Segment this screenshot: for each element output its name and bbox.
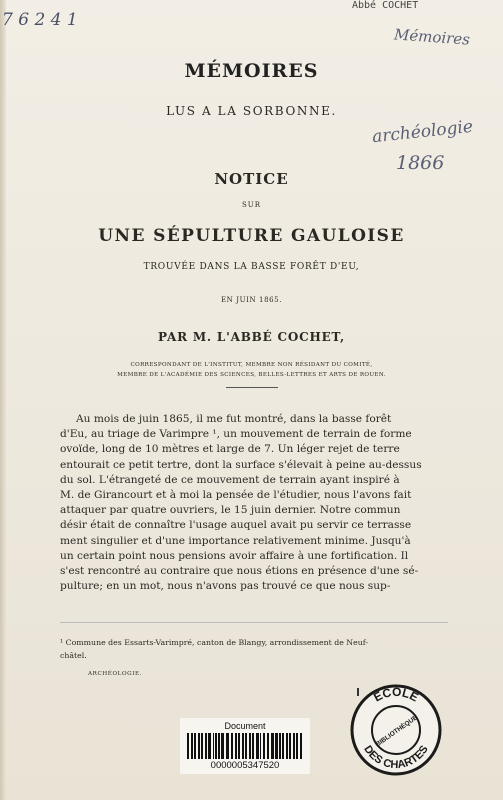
barcode-bar [279,733,281,759]
handwritten-year: 1866 [396,152,445,174]
barcode-bar [300,733,302,759]
barcode-bar [293,733,295,759]
barcode-bar [187,733,189,759]
barcode-bar [218,733,220,759]
barcode-bar [252,733,254,759]
barcode-bar [267,733,269,759]
barcode-label [180,718,310,774]
page-subtitle: LUS A LA SORBONNE. [166,104,337,118]
barcode-bar [201,733,203,759]
barcode-bar [242,733,244,759]
barcode-bar [289,733,291,759]
credential-line: CORRESPONDANT DE L'INSTITUT, MEMBRE NON RÉSIDANT DU COMITÉ, [130,362,373,368]
notice-heading: NOTICE [214,170,289,188]
body-line: ment singulier et d'une importance relativement minime. Jusqu'à [60,534,411,547]
stamp-center-text: BIBLIOTHÈQUE [374,714,419,749]
body-line: M. de Girancourt et à moi la pensée de l'étudier, nous l'avons fait [60,489,412,502]
barcode-bar [231,733,233,759]
barcode-bar [198,733,200,759]
page-title: MÉMOIRES [184,60,319,82]
body-line: ovoïde, long de 10 mètres et large de 7. Un léger rejet de terre [60,443,400,456]
author-credentials [0,360,503,380]
barcode-bar [191,733,193,759]
body-line: Au mois de juin 1865, il me fut montré, dans la basse forêt [76,413,392,425]
barcode-bar [286,733,288,759]
main-title: UNE SÉPULTURE GAULOISE [98,226,405,246]
barcode-bar [282,733,284,759]
separator-rule [226,387,278,388]
body-line: attaquer par quatre ouvriers, le 15 juin dernier. Notre commun [60,504,401,517]
handwritten-author-note: Abbé COCHET [352,0,419,11]
body-line: s'est rencontré au contraire que nous étions en présence d'une sé- [60,565,419,578]
barcode-bar [238,733,240,759]
barcode-icon [185,733,305,759]
barcode-bar [296,733,298,759]
barcode-bar [194,733,196,759]
barcode-bar [256,733,259,759]
body-line: désir était de connaître l'usage auquel avait pu servir ce terrasse [60,519,412,532]
body-line: un certain point nous pensions avoir affaire à une fortification. Il [60,549,409,562]
date-line: EN JUIN 1865. [220,296,283,304]
footnote-line: ¹ Commune des Essarts-Varimpré, canton de Blangy, arrondissement de Neuf- [60,638,369,647]
handwritten-note-archeologie: archéologie [371,116,474,148]
stamp-top-text: ÉCOLE [371,684,421,705]
barcode-bar [263,733,265,759]
author-line: PAR M. L'ABBÉ COCHET, [158,330,345,344]
credential-line: MEMBRE DE L'ACADÉMIE DES SCIENCES, BELLES-LETTRES ET ARTS DE ROUEN. [117,372,386,378]
body-line: du sol. L'étrangeté de ce mouvement de terrain ayant inspiré à [60,473,400,486]
body-line: d'Eu, au triage de Varimpre ¹, un mouvement de terrain de forme [60,428,412,441]
footnote [60,636,452,662]
signature-mark: ARCHÉOLOGIE. [88,671,143,677]
barcode-bar [271,733,274,759]
page-edge-shadow [0,0,6,800]
barcode-bar [221,733,224,759]
barcode-bar [245,733,247,759]
barcode-bar [275,733,278,759]
notice-sur: SUR [242,201,261,209]
barcode-bar [249,733,251,759]
footnote-rule [60,622,448,623]
location-line: TROUVÉE DANS LA BASSE FORÊT D'EU, [143,262,360,272]
barcode-bar [215,733,217,759]
barcode-title: Document [224,721,266,731]
body-line: entourait ce petit tertre, dont la surface s'élevait à peine au-dessus [60,458,422,471]
stamp-bottom-text: DES CHARTES [361,743,431,772]
barcode-bar [260,733,261,759]
library-stamp-icon [348,682,444,778]
body-paragraph [60,412,450,594]
barcode-bar [213,733,214,759]
barcode-bar [208,733,211,759]
barcode-bar [235,733,237,759]
body-line: pulture; en un mot, nous n'avons pas trouvé ce que nous sup- [60,580,391,593]
barcode-bar [226,733,229,759]
handwritten-shelfmark: 7 6 2 4 1 [2,10,78,30]
barcode-bar [205,733,207,759]
footnote-line: châtel. [60,651,87,660]
handwritten-note-memoires: Mémoires [393,25,471,49]
barcode-number: 0000005347520 [210,760,280,771]
